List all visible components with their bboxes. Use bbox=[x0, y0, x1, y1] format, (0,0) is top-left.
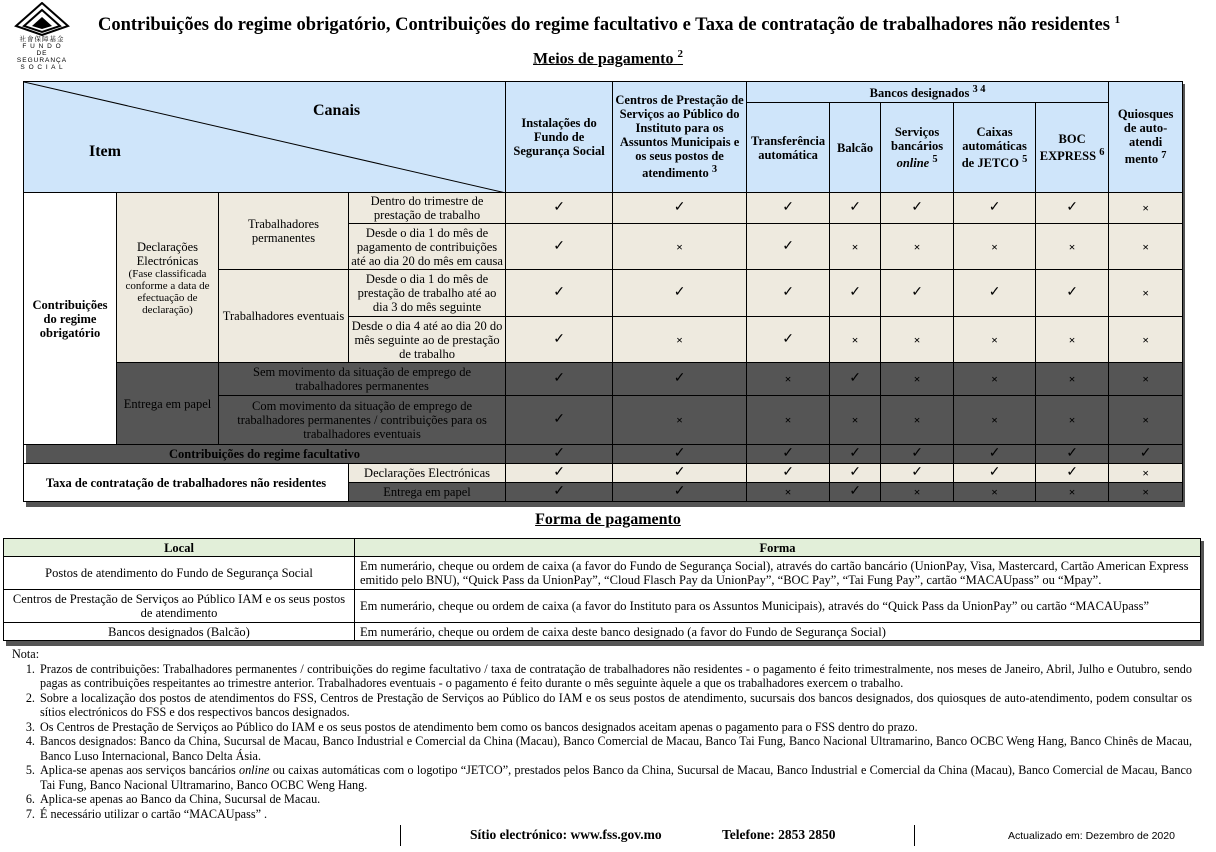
col-quiosque-note: 7 bbox=[1161, 150, 1167, 162]
col-bancos-note: 3 4 bbox=[972, 84, 986, 96]
cross-icon: × bbox=[1109, 363, 1183, 396]
check-icon: ✓ bbox=[747, 224, 830, 270]
logo-text-1: F U N D O bbox=[22, 43, 62, 50]
footer-updated: Actualizado em: Dezembro de 2020 bbox=[1008, 830, 1175, 842]
check-icon: ✓ bbox=[1109, 445, 1183, 464]
col-jetco-note: 5 bbox=[1022, 153, 1028, 165]
row-label: Desde o dia 1 do mês de prestação de trabalho até ao dia 3 do mês seguinte bbox=[349, 270, 506, 317]
check-icon: ✓ bbox=[830, 193, 881, 224]
cross-icon: × bbox=[613, 396, 747, 445]
check-icon: ✓ bbox=[506, 464, 613, 483]
row-label: Desde o dia 4 até ao dia 20 do mês seguinte ao de prestação de trabalho bbox=[349, 317, 506, 363]
check-icon: ✓ bbox=[954, 193, 1036, 224]
check-icon: ✓ bbox=[747, 464, 830, 483]
check-icon: ✓ bbox=[1036, 445, 1109, 464]
cross-icon: × bbox=[1036, 396, 1109, 445]
check-icon: ✓ bbox=[506, 270, 613, 317]
check-icon: ✓ bbox=[613, 363, 747, 396]
col-boc bbox=[1036, 103, 1109, 193]
table-row bbox=[4, 557, 1201, 590]
cross-icon: × bbox=[830, 224, 881, 270]
local-cell: Bancos designados (Balcão) bbox=[4, 623, 355, 641]
footer bbox=[0, 824, 1216, 848]
table-row bbox=[4, 590, 1201, 623]
subtitle-note: 2 bbox=[677, 48, 683, 60]
row-label: Desde o dia 1 do mês de pagamento de contribuições até ao dia 20 do mês em causa bbox=[349, 224, 506, 270]
payment-form-table bbox=[3, 538, 1201, 641]
cross-icon: × bbox=[613, 224, 747, 270]
col-bancos-text: Bancos designados bbox=[869, 86, 970, 101]
check-icon: ✓ bbox=[747, 445, 830, 464]
check-icon: ✓ bbox=[747, 270, 830, 317]
cross-icon: × bbox=[1109, 317, 1183, 363]
footer-divider bbox=[400, 825, 401, 846]
note-3: 3. Os Centros de Prestação de Serviços ao Público do IAM e os seus postos de atendimento bem como os bancos designados aceitam apenas o pagamento para o FSS dentro do prazo. bbox=[38, 720, 1192, 735]
cross-icon: × bbox=[1109, 464, 1183, 483]
group-event: Trabalhadores eventuais bbox=[219, 270, 349, 363]
check-icon: ✓ bbox=[747, 193, 830, 224]
forma-cell: Em numerário, cheque ou ordem de caixa (a favor do Fundo de Segurança Social), através do cartão bancário (UnionPay, Visa, Mastercard, Cartão American Express emitido pelo BNU), “Quick Pass da UnionPay”, “Cloud Flasch Pay da UnionPay”, “BOC Pay”, “Tai Fung Pay”, cartão “MACAUpass” ou “Mpay”. bbox=[355, 557, 1201, 590]
check-icon: ✓ bbox=[954, 445, 1036, 464]
cross-icon: × bbox=[747, 483, 830, 502]
cross-icon: × bbox=[1036, 317, 1109, 363]
note-5b: online bbox=[238, 763, 270, 777]
cross-icon: × bbox=[1109, 224, 1183, 270]
check-icon: ✓ bbox=[613, 270, 747, 317]
check-icon: ✓ bbox=[1036, 270, 1109, 317]
logo-text-cn: 社會保障基金 bbox=[19, 36, 65, 43]
header-canais: Canais bbox=[313, 102, 361, 119]
group-facult: Contribuições do regime facultativo bbox=[24, 445, 506, 464]
col-centros bbox=[613, 82, 747, 193]
cross-icon: × bbox=[1036, 483, 1109, 502]
head-forma: Forma bbox=[355, 539, 1201, 557]
check-icon: ✓ bbox=[881, 445, 954, 464]
cross-icon: × bbox=[1109, 483, 1183, 502]
check-icon: ✓ bbox=[830, 445, 881, 464]
check-icon: ✓ bbox=[830, 483, 881, 502]
check-icon: ✓ bbox=[830, 270, 881, 317]
table-row bbox=[24, 193, 1183, 224]
check-icon: ✓ bbox=[506, 317, 613, 363]
col-boc-note: 6 bbox=[1099, 146, 1105, 158]
head-local: Local bbox=[4, 539, 355, 557]
group-taxa: Taxa de contratação de trabalhadores não residentes bbox=[24, 464, 349, 502]
cross-icon: × bbox=[881, 396, 954, 445]
cross-icon: × bbox=[830, 317, 881, 363]
col-balcao: Balcão bbox=[830, 103, 881, 193]
cross-icon: × bbox=[1109, 396, 1183, 445]
table-row bbox=[24, 464, 1183, 483]
local-cell: Postos de atendimento do Fundo de Segurança Social bbox=[4, 557, 355, 590]
col-transfer: Transferência automática bbox=[747, 103, 830, 193]
check-icon: ✓ bbox=[506, 445, 613, 464]
table-row bbox=[4, 623, 1201, 641]
page-title-text: Contribuições do regime obrigatório, Contribuições do regime facultativo e Taxa de contratação de trabalhadores não residentes bbox=[98, 15, 1110, 36]
check-icon: ✓ bbox=[954, 270, 1036, 317]
cross-icon: × bbox=[954, 317, 1036, 363]
check-icon: ✓ bbox=[506, 193, 613, 224]
row-label: Entrega em papel bbox=[349, 483, 506, 502]
table-row bbox=[24, 445, 1183, 464]
cross-icon: × bbox=[830, 396, 881, 445]
logo-text-3: S O C I A L bbox=[20, 64, 64, 71]
check-icon: ✓ bbox=[881, 270, 954, 317]
group-obrig: Contribuições do regime obrigatório bbox=[24, 193, 117, 445]
diagonal-line bbox=[24, 82, 506, 193]
cross-icon: × bbox=[1036, 363, 1109, 396]
row-label: Sem movimento da situação de emprego de trabalhadores permanentes bbox=[219, 363, 506, 396]
notes bbox=[12, 647, 1192, 821]
cross-icon: × bbox=[1109, 193, 1183, 224]
row-label: Dentro do trimestre de prestação de trabalho bbox=[349, 193, 506, 224]
local-cell: Centros de Prestação de Serviços ao Público IAM e os seus postos de atendimento bbox=[4, 590, 355, 623]
check-icon: ✓ bbox=[506, 483, 613, 502]
forma-cell: Em numerário, cheque ou ordem de caixa (a favor do Instituto para os Assuntos Municipais), através do “Quick Pass da UnionPay” ou cartão “MACAUpass” bbox=[355, 590, 1201, 623]
check-icon: ✓ bbox=[830, 464, 881, 483]
note-6: 6. Aplica-se apenas ao Banco da China, Sucursal de Macau. bbox=[38, 792, 1192, 807]
check-icon: ✓ bbox=[613, 193, 747, 224]
table-row bbox=[24, 363, 1183, 396]
note-5a: Aplica-se apenas aos serviços bancários bbox=[40, 763, 236, 777]
subtitle-text: Meios de pagamento bbox=[533, 50, 674, 68]
logo-text-2: DE SEGURANÇA bbox=[16, 50, 68, 64]
col-online-text: Serviços bancários bbox=[891, 124, 944, 153]
title-note: 1 bbox=[1114, 14, 1121, 26]
col-online bbox=[881, 103, 954, 193]
fss-logo-icon bbox=[14, 2, 70, 36]
group-perm: Trabalhadores permanentes bbox=[219, 193, 349, 270]
payment-channels-table bbox=[23, 81, 1183, 502]
cross-icon: × bbox=[613, 317, 747, 363]
page-title bbox=[98, 14, 1120, 36]
section-forma-title: Forma de pagamento bbox=[535, 511, 681, 528]
col-jetco bbox=[954, 103, 1036, 193]
check-icon: ✓ bbox=[830, 363, 881, 396]
cross-icon: × bbox=[881, 224, 954, 270]
col-bancos bbox=[747, 82, 1109, 103]
col-boc-text: BOC EXPRESS bbox=[1039, 131, 1097, 164]
note-1: 1. Prazos de contribuições: Trabalhadores permanentes / contribuições do regime facultativo / taxa de contratação de trabalhadores não residentes - o pagamento é feito trimestralmente, nos meses de Janeiro, Abril, Julho e Outubro, sendo pagas as contribuições respeitantes ao trimestre anterior. Trabalhadores eventuais - o pagamento é feito durante o mês seguinte àquele a que os trabalhadores exercem o trabalho. bbox=[38, 662, 1192, 691]
check-icon: ✓ bbox=[506, 396, 613, 445]
col-fss: Instalações do Fundo de Segurança Social bbox=[506, 82, 613, 193]
footer-site: Sítio electrónico: www.fss.gov.mo bbox=[470, 827, 662, 842]
check-icon: ✓ bbox=[506, 224, 613, 270]
footer-phone: Telefone: 2853 2850 bbox=[722, 827, 836, 842]
cross-icon: × bbox=[954, 224, 1036, 270]
check-icon: ✓ bbox=[881, 193, 954, 224]
check-icon: ✓ bbox=[613, 464, 747, 483]
cross-icon: × bbox=[881, 317, 954, 363]
cross-icon: × bbox=[747, 396, 830, 445]
cross-icon: × bbox=[881, 483, 954, 502]
forma-cell: Em numerário, cheque ou ordem de caixa deste banco designado (a favor do Fundo de Segurança Social) bbox=[355, 623, 1201, 641]
check-icon: ✓ bbox=[613, 445, 747, 464]
cross-icon: × bbox=[954, 396, 1036, 445]
cross-icon: × bbox=[747, 363, 830, 396]
note-5c: ou caixas automáticas com o logotipo “JETCO”, prestados pelos Banco da China, Sucursal de Macau, Banco Industrial e Comercial da China (Macau), Banco Comercial de Macau, Banco Tai Fung, Banco Nacional Ultramarino, Banco OCBC Weng Hang. bbox=[40, 763, 1193, 792]
group-decl-text: Declarações Electrónicas bbox=[136, 239, 199, 268]
group-decl-sub: (Fase classificada conforme a data de efectuação de declaração) bbox=[125, 267, 210, 316]
notes-title: Nota: bbox=[12, 647, 40, 661]
notes-list bbox=[12, 662, 1192, 822]
subtitle bbox=[0, 48, 1216, 68]
footer-divider bbox=[914, 825, 915, 846]
check-icon: ✓ bbox=[954, 464, 1036, 483]
check-icon: ✓ bbox=[1036, 464, 1109, 483]
cross-icon: × bbox=[954, 483, 1036, 502]
check-icon: ✓ bbox=[881, 464, 954, 483]
row-label: Com movimento da situação de emprego de trabalhadores permanentes / contribuições para os trabalhadores eventuais bbox=[219, 396, 506, 445]
col-online-italic: online bbox=[896, 156, 930, 171]
header-item: Item bbox=[89, 143, 121, 160]
row-label: Declarações Electrónicas bbox=[349, 464, 506, 483]
cross-icon: × bbox=[954, 363, 1036, 396]
col-quiosque-text: Quiosques de auto-atendi mento bbox=[1117, 107, 1174, 167]
group-papel: Entrega em papel bbox=[117, 363, 219, 445]
check-icon: ✓ bbox=[1036, 193, 1109, 224]
col-centros-note: 3 bbox=[711, 164, 718, 176]
check-icon: ✓ bbox=[506, 363, 613, 396]
cross-icon: × bbox=[881, 363, 954, 396]
group-decl bbox=[117, 193, 219, 363]
note-5 bbox=[38, 763, 1192, 792]
col-quiosque bbox=[1109, 82, 1183, 193]
col-online-note: 5 bbox=[932, 153, 938, 165]
table-corner bbox=[24, 82, 506, 193]
cross-icon: × bbox=[1109, 270, 1183, 317]
check-icon: ✓ bbox=[747, 317, 830, 363]
note-7: 7. É necessário utilizar o cartão “MACAUpass” . bbox=[38, 807, 1192, 822]
cross-icon: × bbox=[1036, 224, 1109, 270]
note-2: 2. Sobre a localização dos postos de atendimentos do FSS, Centros de Prestação de Serviços ao Público do IAM e os seus postos de atendimento, sucursais dos bancos designados, dos quiosques de auto-atendimento, podem consultar os sítios electrónicos do FSS e dos respectivos bancos designados. bbox=[38, 691, 1192, 720]
col-jetco-text: Caixas automáticas de JETCO bbox=[961, 124, 1027, 171]
check-icon: ✓ bbox=[613, 483, 747, 502]
col-centros-text: Centros de Prestação de Serviços ao Público do Instituto para os Assuntos Municipais e os seus postos de atendimento bbox=[615, 93, 744, 181]
note-4: 4. Bancos designados: Banco da China, Sucursal de Macau, Banco Industrial e Comercial da China (Macau), Banco Comercial de Macau, Banco Tai Fung, Banco Nacional Ultramarino, Banco OCBC Weng Hang, Banco Chinês de Macau, Banco Luso Internacional, Banco Delta Ásia. bbox=[38, 734, 1192, 763]
